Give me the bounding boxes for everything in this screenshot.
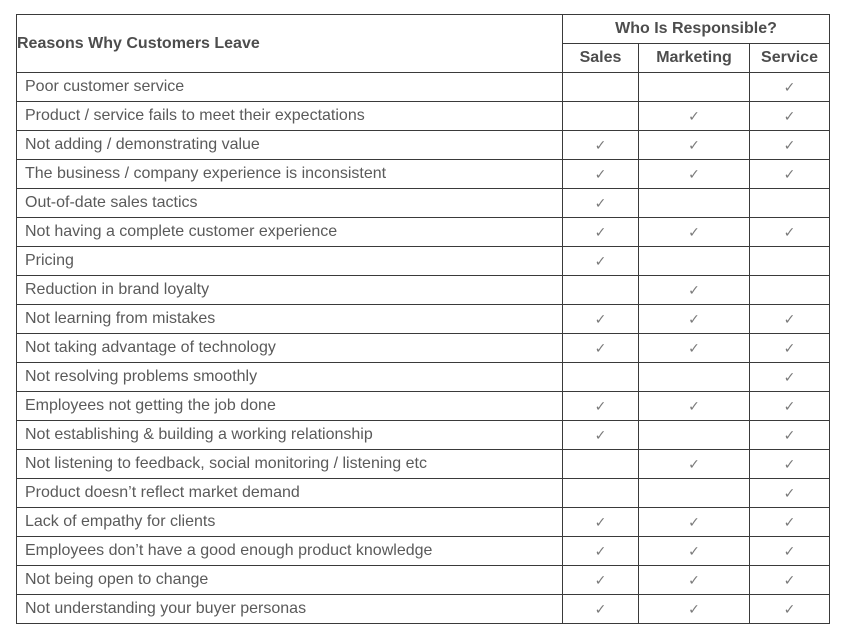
responsibility-cell-service	[750, 73, 830, 102]
responsibility-cell-service	[750, 479, 830, 508]
checkmark-icon: ✓	[688, 340, 700, 357]
reason-cell: Pricing	[17, 247, 563, 276]
responsibility-cell-service	[750, 450, 830, 479]
responsibility-cell-marketing	[639, 479, 750, 508]
checkmark-icon: ✓	[594, 166, 607, 183]
checkmark-icon: ✓	[783, 485, 796, 502]
checkmark-icon: ✓	[783, 601, 796, 618]
responsibility-cell-marketing	[639, 566, 750, 595]
checkmark-icon: ✓	[688, 543, 700, 560]
responsibility-cell-marketing	[639, 160, 750, 189]
reason-cell: Not understanding your buyer personas	[17, 595, 563, 624]
checkmark-icon: ✓	[783, 311, 796, 328]
table-body	[17, 73, 830, 624]
reason-cell: Employees not getting the job done	[17, 392, 563, 421]
checkmark-icon: ✓	[783, 514, 796, 531]
checkmark-icon: ✓	[594, 514, 607, 531]
table-row	[17, 363, 830, 392]
responsibility-cell-sales	[563, 334, 639, 363]
responsibility-cell-sales	[563, 276, 639, 305]
checkmark-icon: ✓	[594, 572, 607, 589]
responsibility-cell-sales	[563, 131, 639, 160]
responsibility-cell-marketing	[639, 421, 750, 450]
checkmark-icon: ✓	[688, 108, 700, 125]
table-row	[17, 189, 830, 218]
responsibility-cell-service	[750, 160, 830, 189]
responsibility-cell-marketing	[639, 450, 750, 479]
table-row	[17, 276, 830, 305]
header-row-top	[17, 15, 830, 44]
responsibility-cell-marketing	[639, 102, 750, 131]
reason-cell: Reduction in brand loyalty	[17, 276, 563, 305]
reason-cell: Product / service fails to meet their expectations	[17, 102, 563, 131]
responsibility-cell-marketing	[639, 508, 750, 537]
checkmark-icon: ✓	[594, 311, 607, 328]
responsibility-cell-service	[750, 508, 830, 537]
responsibility-cell-sales	[563, 566, 639, 595]
checkmark-icon: ✓	[594, 253, 607, 270]
responsibility-cell-service	[750, 218, 830, 247]
checkmark-icon: ✓	[594, 398, 607, 415]
table-row	[17, 566, 830, 595]
checkmark-icon: ✓	[688, 514, 700, 531]
responsibility-cell-sales	[563, 73, 639, 102]
responsibility-cell-marketing	[639, 73, 750, 102]
checkmark-icon: ✓	[688, 282, 700, 299]
checkmark-icon: ✓	[783, 456, 796, 473]
reason-cell: Not listening to feedback, social monitoring / listening etc	[17, 450, 563, 479]
responsibility-cell-service	[750, 305, 830, 334]
checkmark-icon: ✓	[783, 369, 796, 386]
responsibility-cell-service	[750, 131, 830, 160]
table-row	[17, 102, 830, 131]
reason-cell: Not having a complete customer experience	[17, 218, 563, 247]
responsibility-cell-marketing	[639, 595, 750, 624]
responsibility-cell-sales	[563, 537, 639, 566]
reason-cell: Not learning from mistakes	[17, 305, 563, 334]
reason-cell: Not resolving problems smoothly	[17, 363, 563, 392]
responsibility-cell-marketing	[639, 392, 750, 421]
responsibility-cell-service	[750, 247, 830, 276]
checkmark-icon: ✓	[783, 427, 796, 444]
checkmark-icon: ✓	[594, 427, 607, 444]
checkmark-icon: ✓	[783, 340, 796, 357]
responsibility-cell-marketing	[639, 334, 750, 363]
checkmark-icon: ✓	[783, 543, 796, 560]
responsibility-cell-sales	[563, 450, 639, 479]
checkmark-icon: ✓	[594, 601, 607, 618]
responsibility-cell-service	[750, 421, 830, 450]
responsibility-cell-sales	[563, 218, 639, 247]
checkmark-icon: ✓	[688, 166, 700, 183]
checkmark-icon: ✓	[688, 572, 700, 589]
responsibility-cell-sales	[563, 421, 639, 450]
checkmark-icon: ✓	[688, 311, 700, 328]
responsibility-cell-sales	[563, 392, 639, 421]
table-row	[17, 131, 830, 160]
responsibility-cell-marketing	[639, 189, 750, 218]
responsibility-cell-service	[750, 189, 830, 218]
responsibility-cell-service	[750, 334, 830, 363]
checkmark-icon: ✓	[594, 195, 607, 212]
responsibility-cell-marketing	[639, 305, 750, 334]
reason-cell: Employees don’t have a good enough product knowledge	[17, 537, 563, 566]
checkmark-icon: ✓	[688, 601, 700, 618]
checkmark-icon: ✓	[783, 398, 796, 415]
checkmark-icon: ✓	[783, 79, 796, 96]
responsibility-cell-service	[750, 566, 830, 595]
checkmark-icon: ✓	[783, 137, 796, 154]
reason-cell: Not taking advantage of technology	[17, 334, 563, 363]
table-row	[17, 160, 830, 189]
reasons-header: Reasons Why Customers Leave	[17, 15, 563, 73]
responsibility-cell-marketing	[639, 537, 750, 566]
checkmark-icon: ✓	[783, 166, 796, 183]
checkmark-icon: ✓	[594, 224, 607, 241]
responsibility-cell-marketing	[639, 247, 750, 276]
responsibility-cell-service	[750, 537, 830, 566]
responsibility-cell-sales	[563, 595, 639, 624]
responsibility-table	[16, 14, 830, 624]
table-row	[17, 73, 830, 102]
responsibility-cell-sales	[563, 479, 639, 508]
responsibility-cell-marketing	[639, 131, 750, 160]
reason-cell: Not being open to change	[17, 566, 563, 595]
table-row	[17, 305, 830, 334]
checkmark-icon: ✓	[783, 108, 796, 125]
reason-cell: Not establishing & building a working relationship	[17, 421, 563, 450]
responsibility-cell-service	[750, 102, 830, 131]
checkmark-icon: ✓	[688, 137, 700, 154]
reason-cell: Product doesn’t reflect market demand	[17, 479, 563, 508]
responsibility-cell-sales	[563, 363, 639, 392]
checkmark-icon: ✓	[688, 224, 700, 241]
reason-cell: Not adding / demonstrating value	[17, 131, 563, 160]
table-row	[17, 595, 830, 624]
reason-cell: Out-of-date sales tactics	[17, 189, 563, 218]
table-row	[17, 421, 830, 450]
table-row	[17, 450, 830, 479]
table-row	[17, 479, 830, 508]
responsibility-cell-service	[750, 363, 830, 392]
checkmark-icon: ✓	[594, 137, 607, 154]
responsibility-cell-sales	[563, 305, 639, 334]
table-row	[17, 334, 830, 363]
responsibility-cell-sales	[563, 189, 639, 218]
table-row	[17, 247, 830, 276]
table-row	[17, 537, 830, 566]
responsibility-cell-sales	[563, 102, 639, 131]
responsibility-cell-sales	[563, 160, 639, 189]
responsibility-cell-service	[750, 392, 830, 421]
checkmark-icon: ✓	[783, 224, 796, 241]
checkmark-icon: ✓	[594, 340, 607, 357]
checkmark-icon: ✓	[783, 572, 796, 589]
responsibility-cell-marketing	[639, 363, 750, 392]
table-row	[17, 218, 830, 247]
table-row	[17, 392, 830, 421]
reason-cell: Poor customer service	[17, 73, 563, 102]
responsibility-cell-sales	[563, 508, 639, 537]
column-header-sales: Sales	[563, 44, 639, 73]
responsibility-cell-service	[750, 595, 830, 624]
column-header-marketing: Marketing	[639, 44, 750, 73]
responsibility-cell-service	[750, 276, 830, 305]
table-row	[17, 508, 830, 537]
column-header-service: Service	[750, 44, 830, 73]
checkmark-icon: ✓	[688, 456, 700, 473]
checkmark-icon: ✓	[688, 398, 700, 415]
responsibility-cell-sales	[563, 247, 639, 276]
responsibility-cell-marketing	[639, 276, 750, 305]
reason-cell: The business / company experience is inconsistent	[17, 160, 563, 189]
checkmark-icon: ✓	[594, 543, 607, 560]
responsible-group-header: Who Is Responsible?	[563, 15, 830, 44]
responsibility-cell-marketing	[639, 218, 750, 247]
reason-cell: Lack of empathy for clients	[17, 508, 563, 537]
